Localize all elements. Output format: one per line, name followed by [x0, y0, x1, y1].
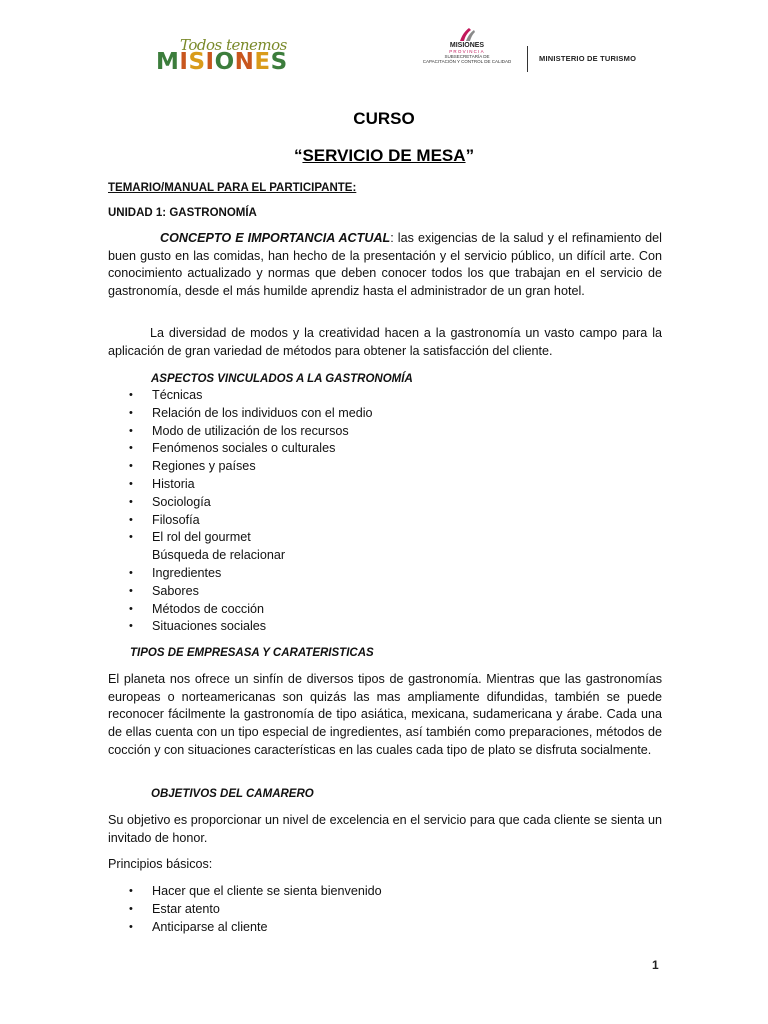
- list-item-label: Búsqueda de relacionar: [152, 548, 286, 563]
- bullet-icon: •: [129, 460, 133, 473]
- list-item-label: Hacer que el cliente se sienta bienvenido: [152, 884, 382, 898]
- bullet-icon: •: [129, 406, 133, 419]
- list-item-label: Fenómenos sociales o culturales: [152, 441, 336, 456]
- list-item-label: Estar atento: [152, 901, 220, 916]
- list-item: [108, 618, 662, 636]
- logo-big-text: MISIONES: [156, 49, 288, 75]
- bullet-icon: •: [129, 602, 133, 615]
- list-item: [108, 458, 662, 476]
- misiones-provincia-logo: [408, 26, 526, 76]
- bullet-icon: •: [129, 885, 133, 897]
- bullet-icon: •: [129, 902, 133, 915]
- list-item: [108, 423, 662, 441]
- list-item: [108, 512, 662, 530]
- objetivos-heading: OBJETIVOS DEL CAMARERO: [151, 788, 314, 800]
- list-item-label: Historia: [152, 476, 195, 491]
- title-quote-open: “: [293, 146, 303, 165]
- bullet-icon: •: [129, 531, 133, 544]
- page-number: 1: [652, 958, 659, 972]
- list-item: [108, 919, 662, 937]
- list-item-label: Sociología: [152, 494, 211, 509]
- list-item-label: Técnicas: [152, 388, 203, 402]
- list-item: [108, 387, 662, 405]
- list-item-label: Sabores: [152, 583, 199, 598]
- page-title: CURSO: [353, 109, 415, 128]
- bullet-icon: •: [129, 389, 133, 401]
- tipos-paragraph: El planeta nos ofrece un sinfín de diversos tipos de gastronomía. Mientras que las gastronomías europeas o norteamericanas son quizás las mas ampliamente difundidas, también se puede reconocer fácilmente la gastronomía de tipo asiática, mexicana, sudamericana y árabe. Cada una de ellas cuenta con un tipo especial de ingredientes, así también como preparaciones, métodos de cocción y con situaciones características en las cuales cada tipo de plato se disfruta socialmente.: [108, 672, 662, 757]
- list-item: [108, 440, 662, 458]
- ministerio-turismo-label: MINISTERIO DE TURISMO: [539, 54, 637, 63]
- list-item: [108, 901, 662, 919]
- diversidad-paragraph: La diversidad de modos y la creatividad hacen a la gastronomía un vasto campo para la aplicación de gran variedad de métodos para obtener la satisfacción del cliente.: [108, 326, 662, 358]
- list-item-label: Modo de utilización de los recursos: [152, 423, 349, 438]
- list-item-label: Métodos de cocción: [152, 601, 265, 616]
- list-item-label: Anticiparse al cliente: [152, 919, 268, 934]
- logo-mid-line2: PROVINCIA: [449, 49, 485, 54]
- logo-script-text: Todos tenemos: [180, 36, 287, 54]
- concepto-paragraph: [108, 230, 662, 301]
- list-item: [108, 529, 662, 547]
- bullet-icon: •: [129, 442, 133, 455]
- logo-divider: [527, 46, 528, 72]
- list-item-label: Situaciones sociales: [152, 619, 267, 634]
- list-item: [108, 494, 662, 512]
- concepto-text: : las exigencias de la salud y el refinamiento del buen gusto en las comidas, han hecho de la presentación y el servicio público, un difícil arte. Con conocimiento actualizado y normas que deben conocer todos los que trabajan en el servicio de gastronomía, desde el más humilde aprendiz hasta el administrador de un gran hotel.: [108, 231, 662, 299]
- list-item-label: El rol del gourmet: [152, 530, 251, 545]
- list-item: [108, 583, 662, 601]
- aspectos-list: [108, 387, 662, 636]
- title-quote-close: ”: [465, 146, 475, 165]
- list-item: [108, 565, 662, 583]
- bullet-icon: •: [129, 566, 133, 579]
- temario-heading: TEMARIO/MANUAL PARA EL PARTICIPANTE:: [108, 182, 357, 194]
- aspectos-heading: ASPECTOS VINCULADOS A LA GASTRONOMÍA: [151, 373, 413, 385]
- logo-mid-line1: MISIONES: [449, 42, 485, 49]
- unidad-heading: UNIDAD 1: GASTRONOMÍA: [108, 207, 257, 219]
- logo-mid-line4: CAPACITACIÓN Y CONTROL DE CALIDAD: [422, 59, 512, 64]
- logo-mid-line3: SUBSECRETARÍA DE: [444, 54, 490, 59]
- bullet-icon: •: [129, 477, 133, 490]
- bullet-icon: •: [129, 584, 133, 597]
- list-item-label: Filosofía: [152, 512, 200, 527]
- course-title: [0, 146, 768, 166]
- list-item-label: Relación de los individuos con el medio: [152, 405, 373, 420]
- tipos-heading: TIPOS DE EMPRESASA Y CARATERISTICAS: [130, 647, 374, 659]
- concepto-lead: CONCEPTO E IMPORTANCIA ACTUAL: [160, 231, 391, 245]
- list-item: [108, 405, 662, 423]
- principios-heading: Principios básicos:: [108, 857, 213, 871]
- list-item: [108, 476, 662, 494]
- bullet-icon: •: [129, 920, 133, 933]
- list-item: [108, 883, 662, 901]
- principios-list: [108, 883, 662, 936]
- list-item: [108, 547, 662, 565]
- provincia-emblem-icon: [456, 26, 478, 42]
- list-item-label: Ingredientes: [152, 565, 222, 580]
- list-item: [108, 601, 662, 619]
- todos-tenemos-misiones-logo: [156, 36, 300, 78]
- bullet-icon: •: [129, 495, 133, 508]
- bullet-icon: •: [129, 620, 133, 633]
- bullet-icon: •: [129, 513, 133, 526]
- objetivos-paragraph: Su objetivo es proporcionar un nivel de excelencia en el servicio para que cada cliente se sienta un invitado de honor.: [108, 813, 662, 845]
- list-item-label: Regiones y países: [152, 459, 256, 474]
- bullet-icon: •: [129, 424, 133, 437]
- title-main: SERVICIO DE MESA: [302, 146, 466, 165]
